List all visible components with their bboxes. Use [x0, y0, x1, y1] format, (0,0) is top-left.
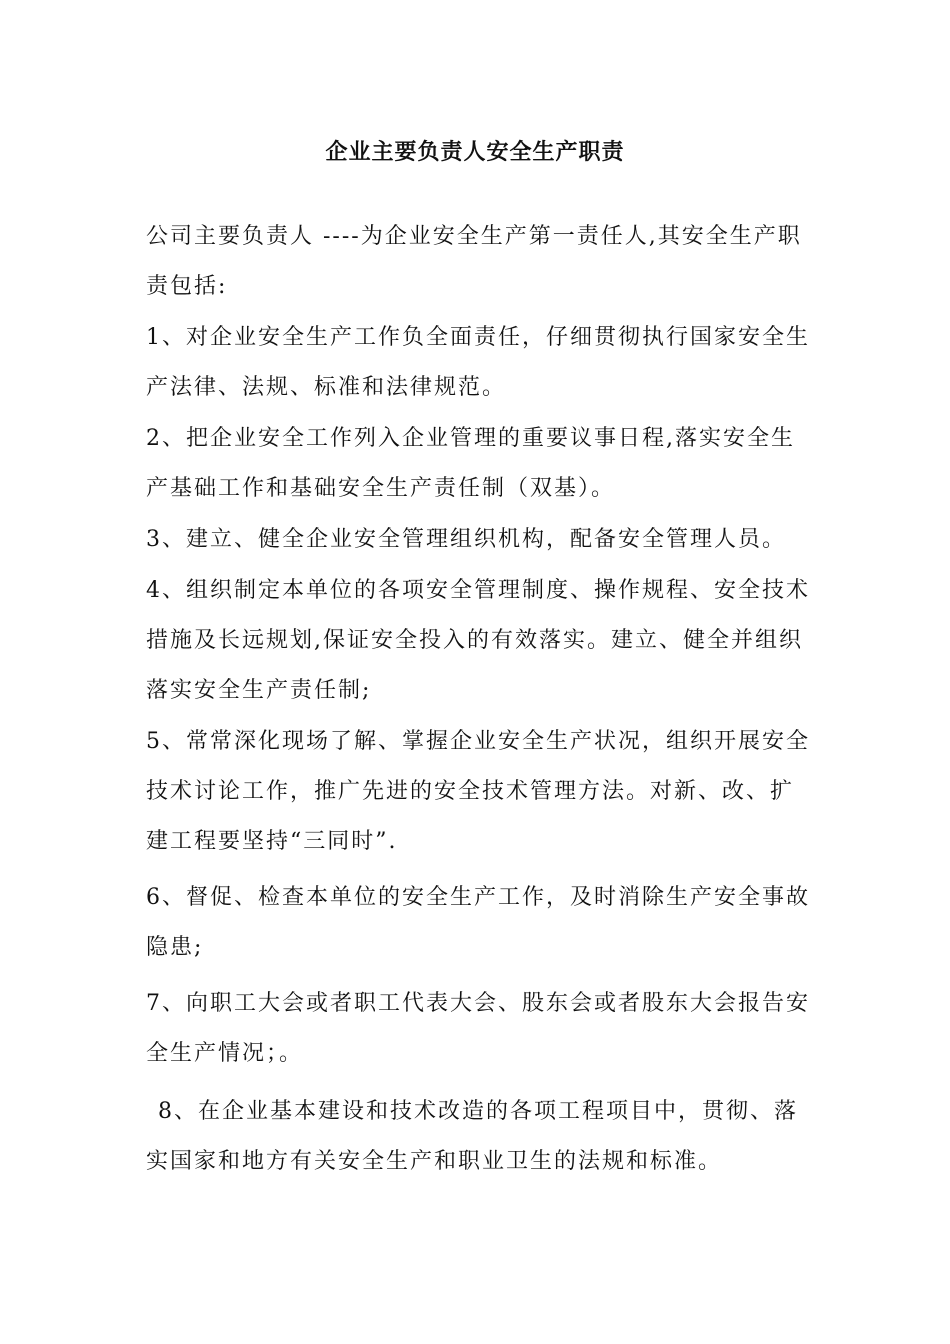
document-title: 企业主要负责人安全生产职责: [325, 139, 625, 165]
duty-item-6: 6、督促、检查本单位的安全生产工作，及时消除生产安全事故隐患;: [146, 885, 810, 960]
duty-item-7: 7、向职工大会或者职工代表大会、股东会或者股东大会报告安全生产情况；。: [146, 991, 810, 1066]
duty-item-8: 8、在企业基本建设和技术改造的各项工程项目中，贯彻、落实国家和地方有关安全生产和职业卫生的法规和标准。: [146, 1099, 798, 1174]
duty-item-1: 1、对企业安全生产工作负全面责任，仔细贯彻执行国家安全生产法律、法规、标准和法律规范。: [146, 325, 810, 400]
document-body: [146, 212, 810, 1188]
duty-item-4: 4、组织制定本单位的各项安全管理制度、操作规程、安全技术措施及长远规划,保证安全投入的有效落实。建立、健全并组织落实安全生产责任制;: [146, 578, 810, 703]
duty-item-5: 5、常常深化现场了解、掌握企业安全生产状况，组织开展安全技术讨论工作，推广先进的安全技术管理方法。对新、改、扩建工程要坚持“三同时”.: [146, 729, 810, 854]
duty-item-2: 2、把企业安全工作列入企业管理的重要议事日程,落实安全生产基础工作和基础安全生产责任制（双基）。: [146, 426, 795, 501]
intro-paragraph: 公司主要负责人 ----为企业安全生产第一责任人,其安全生产职责包括:: [146, 224, 802, 299]
duty-item-3: 3、建立、健全企业安全管理组织机构，配备安全管理人员。: [146, 527, 786, 552]
